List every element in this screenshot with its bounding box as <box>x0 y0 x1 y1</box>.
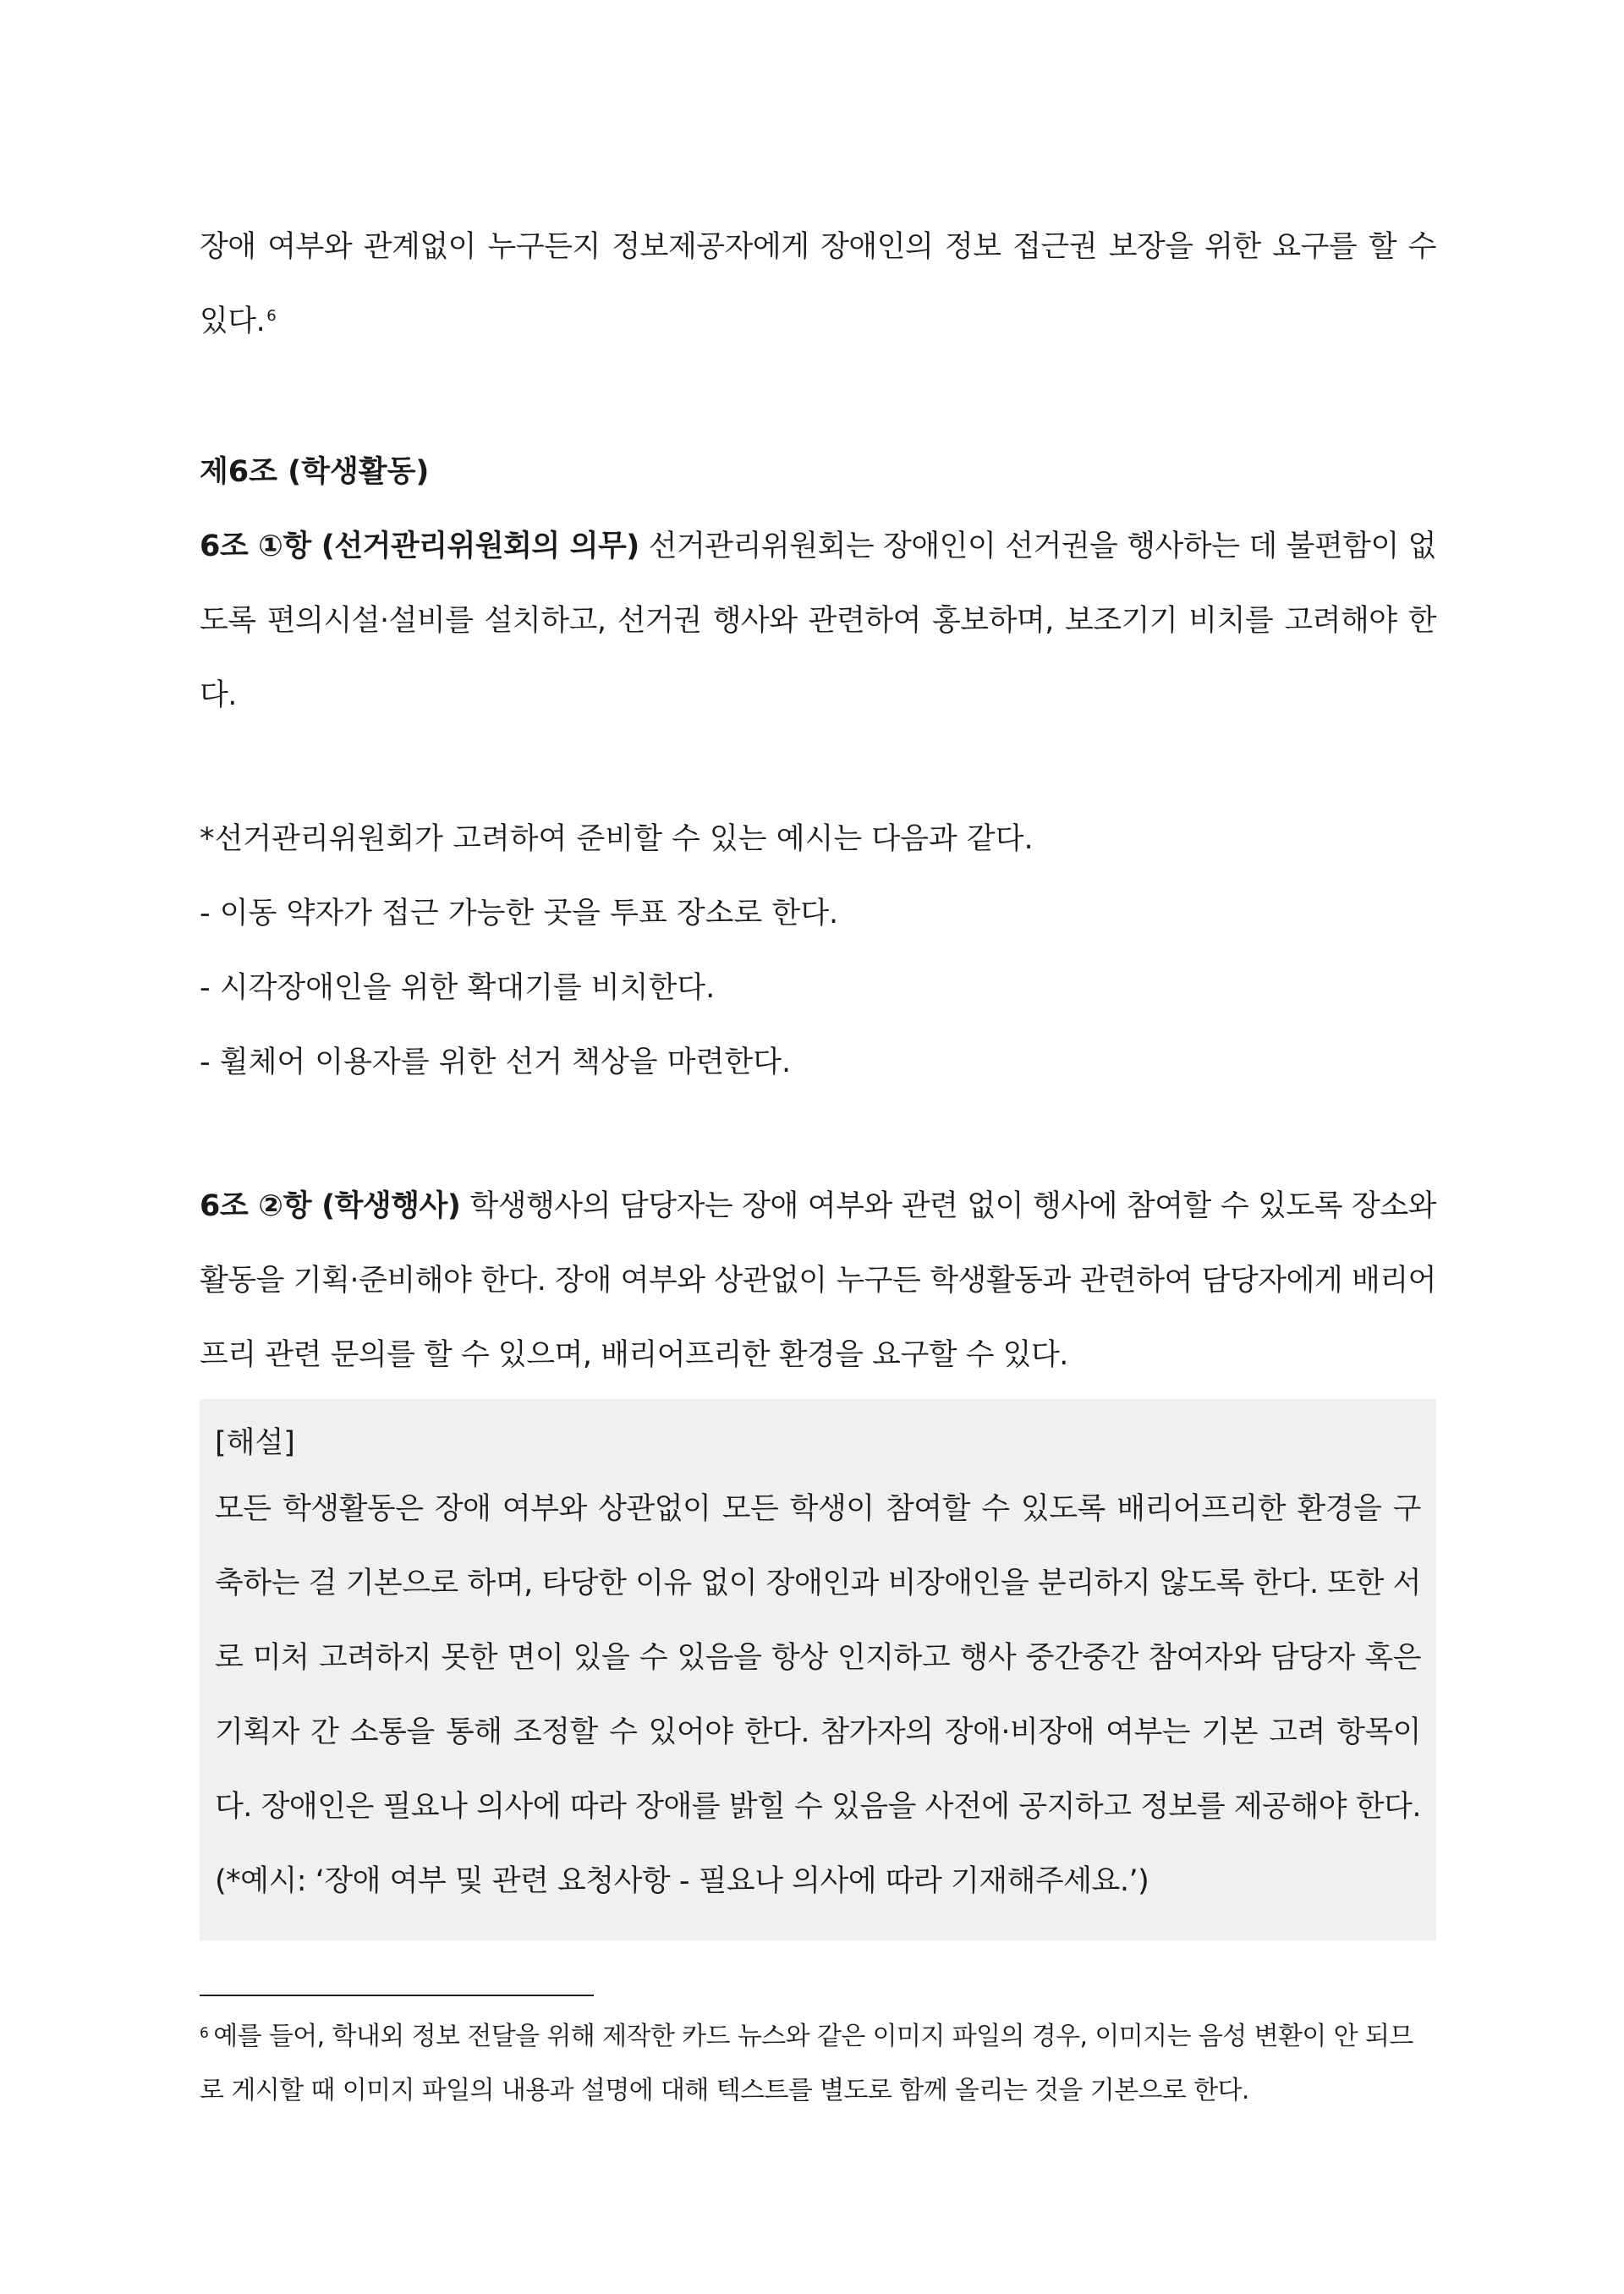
intro-text: 장애 여부와 관계없이 누구든지 정보제공자에게 장애인의 정보 접근권 보장을 위한 요구를 할 수 있다. <box>200 230 1436 338</box>
clause-1-text: 선거관리위원회는 장애인이 선거권을 행사하는 데 불편함이 없도록 편의시설·설비를 설치하고, 선거권 행사와 관련하여 홍보하며, 보조기기 비치를 고려해야 한다. <box>200 530 1436 712</box>
document-body <box>200 210 1436 1940</box>
example-item-2: - 시각장애인을 위한 확대기를 비치한다. <box>200 971 716 1005</box>
clause-2-label: 6조 ②항 (학생행사) <box>200 1189 461 1223</box>
clause-2-paragraph <box>200 1169 1436 1392</box>
commentary-label: [해설] <box>215 1426 295 1460</box>
footnote-number: 6 <box>200 2025 209 2042</box>
clause-1-paragraph <box>200 509 1436 733</box>
example-item-3: - 휠체어 이용자를 위한 선거 책상을 마련한다. <box>200 1045 792 1079</box>
example-item-1: - 이동 약자가 접근 가능한 곳을 투표 장소로 한다. <box>200 897 839 930</box>
article-heading: 제6조 (학생활동) <box>200 455 430 489</box>
clause-2-text: 학생행사의 담당자는 장애 여부와 관련 없이 행사에 참여할 수 있도록 장소와 활동을 기획·준비해야 한다. 장애 여부와 상관없이 누구든 학생활동과 관련하여 담당자에게 배리어프리 관련 문의를 할 수 있으며, 배리어프리한 환경을 요구할 수 있다. <box>200 1189 1436 1372</box>
intro-paragraph <box>200 210 1436 359</box>
footnote <box>200 2010 1436 2118</box>
examples-intro: *선거관리위원회가 고려하여 준비할 수 있는 예시는 다음과 같다. <box>200 822 1034 856</box>
footnote-reference[interactable]: 6 <box>266 307 277 325</box>
footnote-divider <box>200 1995 594 1996</box>
footnote-text: 예를 들어, 학내외 정보 전달을 위해 제작한 카드 뉴스와 같은 이미지 파일의 경우, 이미지는 음성 변환이 안 되므로 게시할 때 이미지 파일의 내용과 설명에 대해 텍스트를 별도로 함께 올리는 것을 기본으로 한다. <box>200 2022 1413 2105</box>
clause-1-label: 6조 ①항 (선거관리위원회의 의무) <box>200 530 639 563</box>
commentary-box <box>200 1399 1436 1940</box>
commentary-text: 모든 학생활동은 장애 여부와 상관없이 모든 학생이 참여할 수 있도록 배리어프리한 환경을 구축하는 걸 기본으로 하며, 타당한 이유 없이 장애인과 비장애인을 분리하지 않도록 한다. 또한 서로 미처 고려하지 못한 면이 있을 수 있음을 항상 인지하고 행사 중간중간 참여자와 담당자 혹은 기획자 간 소통을 통해 조정할 수 있어야 한다. 참가자의 장애·비장애 여부는 기본 고려 항목이다. 장애인은 필요나 의사에 따라 장애를 밝힐 수 있음을 사전에 공지하고 정보를 제공해야 한다. (*예시: ‘장애 여부 및 관련 요청사항 - 필요나 의사에 따라 기재해주세요.’) <box>215 1492 1421 1898</box>
